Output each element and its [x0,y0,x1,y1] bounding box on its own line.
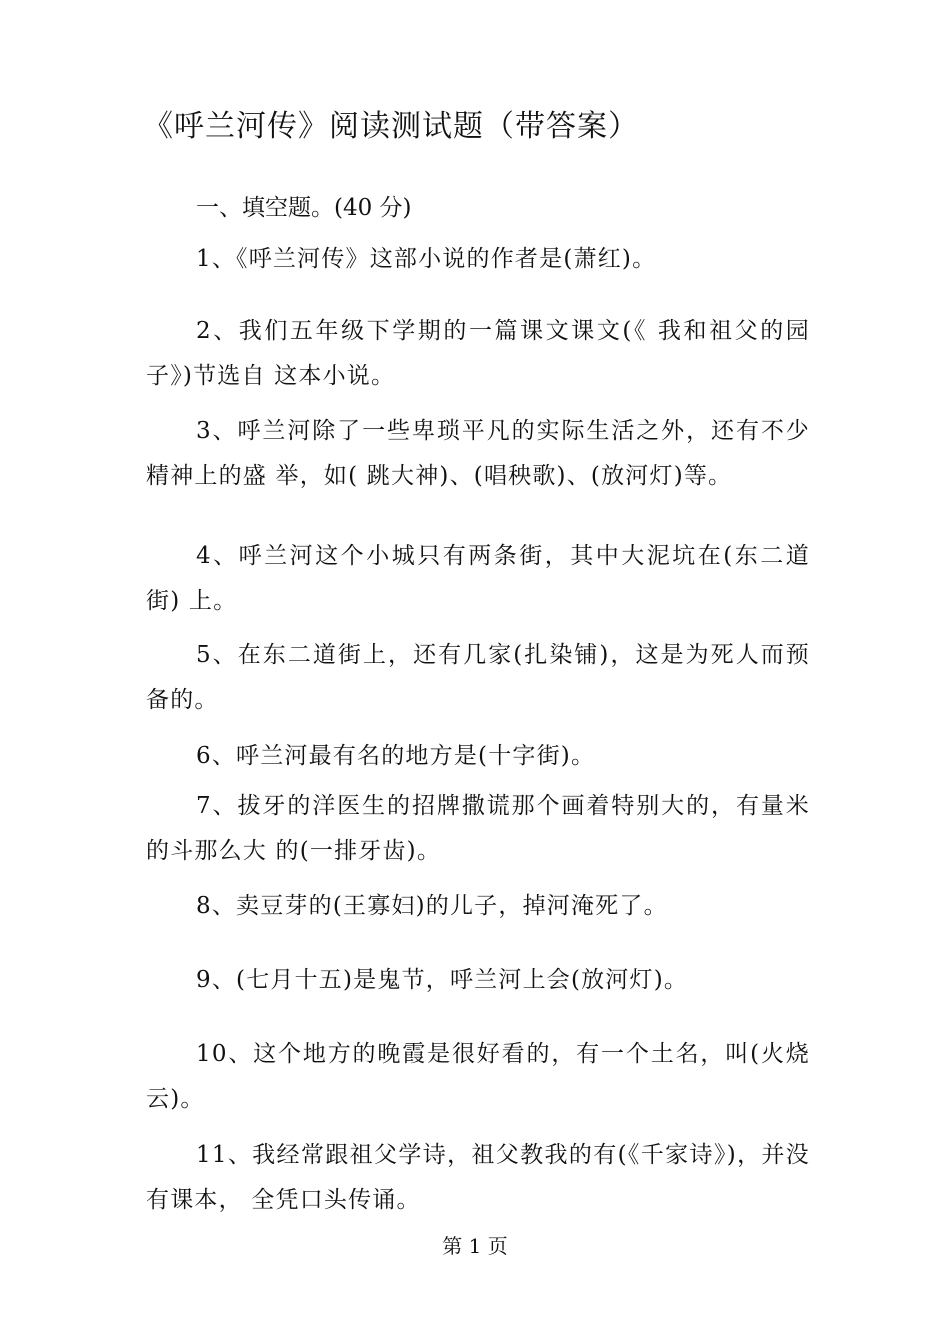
question-5: 5、在东二道街上，还有几家(扎染铺)，这是为死人而预备的。 [146,642,810,713]
page-number-footer: 第 1 页 [442,1234,508,1258]
question-7: 7、拔牙的洋医生的招牌撒谎那个画着特别大的，有量米的斗那么大 的(一排牙齿)。 [146,793,810,864]
question-6: 6、呼兰河最有名的地方是(十字街)。 [196,743,596,769]
question-11: 11、我经常跟祖父学诗，祖父教我的有(《千家诗》)，并没有课本， 全凭口头传诵。 [146,1142,810,1213]
question-10: 10、这个地方的晚霞是很好看的，有一个土名，叫(火烧云)。 [146,1041,810,1112]
section-heading: 一、填空题。(40 分) [196,195,412,221]
question-2: 2、我们五年级下学期的一篇课文课文(《 我和祖父的园子》)节选自 这本小说。 [146,318,810,389]
question-3: 3、呼兰河除了一些卑琐平凡的实际生活之外，还有不少精神上的盛 举，如( 跳大神)、(唱秧歌)、(放河灯)等。 [146,418,810,489]
question-8: 8、卖豆芽的(王寡妇)的儿子，掉河淹死了。 [196,893,668,919]
question-4: 4、呼兰河这个小城只有两条街，其中大泥坑在(东二道街) 上。 [146,543,810,614]
page-title: 《呼兰河传》阅读测试题（带答案） [143,109,639,144]
question-1: 1、《呼兰河传》这部小说的作者是(萧红)。 [196,246,657,272]
question-9: 9、(七月十五)是鬼节，呼兰河上会(放河灯)。 [196,967,689,993]
